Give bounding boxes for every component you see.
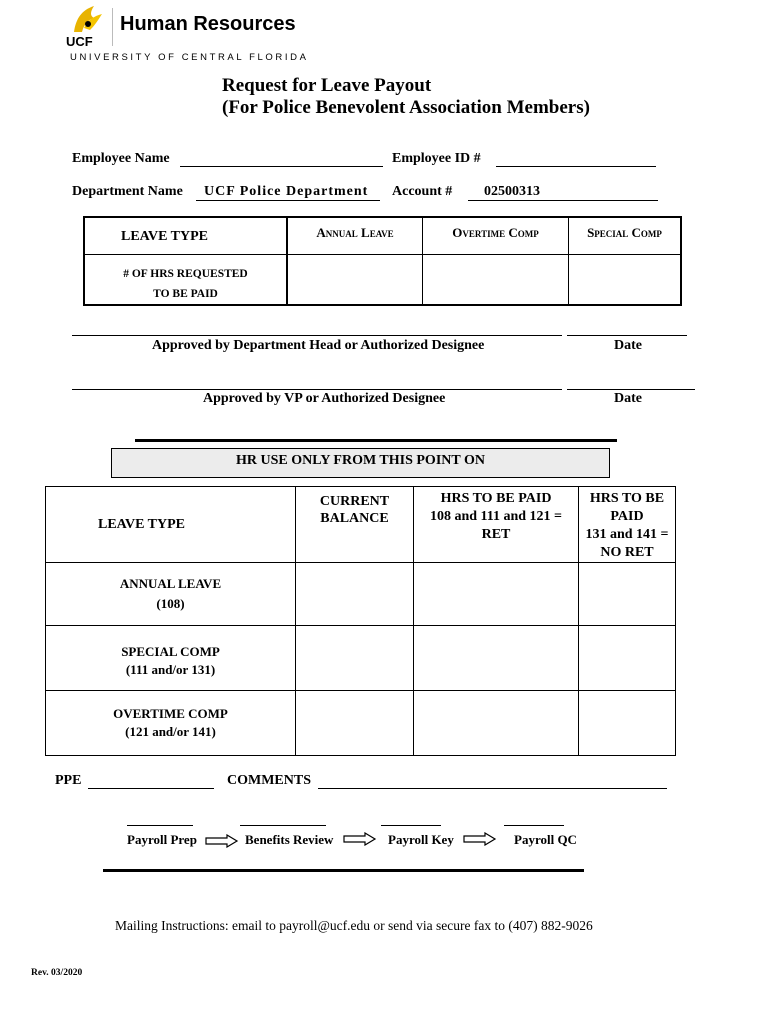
overtime-comp-header-text: Overtime Comp: [452, 225, 539, 240]
header-department: Human Resources: [120, 13, 296, 35]
noret-header-line3: NO RET: [600, 545, 654, 560]
hrs-requested-line2: TO BE PAID: [153, 287, 218, 300]
arrow-right-icon: [463, 832, 497, 846]
dept-head-date-line[interactable]: [567, 322, 687, 336]
overtime-ret-cell[interactable]: [414, 691, 579, 756]
leave-type-header: [84, 217, 287, 254]
annual-leave-header-text: Annual Leave: [316, 225, 394, 240]
annual-leave-hours-cell[interactable]: [287, 254, 423, 305]
hr-row-label-line2: (121 and/or 141): [125, 724, 216, 739]
account-value[interactable]: 02500313: [468, 184, 658, 201]
annual-leave-header: [287, 217, 423, 254]
comments-label: COMMENTS: [227, 773, 311, 788]
current-balance-header: [296, 487, 414, 563]
vp-date-line[interactable]: [567, 376, 695, 390]
hr-use-banner: [111, 448, 610, 478]
overtime-noret-cell[interactable]: [579, 691, 676, 756]
ret-header-line1: HRS TO BE PAID: [440, 491, 552, 506]
hr-row-label-line1: SPECIAL COMP: [121, 644, 220, 659]
current-balance-line2: BALANCE: [320, 511, 389, 526]
account-label: Account #: [392, 184, 453, 199]
logo-text: UCF: [66, 34, 93, 49]
arrow-right-icon: [343, 832, 377, 846]
ucf-logo: [66, 4, 110, 48]
special-current-balance-cell[interactable]: [296, 626, 414, 691]
table-row: [46, 626, 676, 691]
revision-date: Rev. 03/2020: [31, 968, 83, 978]
noret-header-line1: HRS TO BE PAID: [589, 491, 665, 524]
annual-ret-cell[interactable]: [414, 563, 579, 626]
hr-row-label-line1: OVERTIME COMP: [113, 706, 228, 721]
hr-row-label-line2: (108): [156, 596, 185, 611]
annual-current-balance-cell[interactable]: [296, 563, 414, 626]
header-university: UNIVERSITY OF CENTRAL FLORIDA: [70, 52, 309, 63]
comments-field[interactable]: [318, 773, 667, 789]
table-row: [46, 691, 676, 756]
employee-name-field[interactable]: [180, 151, 383, 167]
employee-id-field[interactable]: [496, 151, 656, 167]
hr-row-label: [46, 691, 296, 756]
special-comp-hours-cell[interactable]: [569, 254, 682, 305]
hr-leave-table: [45, 486, 676, 756]
workflow-step: Payroll QC: [514, 832, 577, 847]
hrs-requested-line1: # OF HRS REQUESTED: [123, 267, 248, 280]
workflow-step: Benefits Review: [245, 832, 334, 847]
noret-header: [579, 487, 676, 563]
annual-noret-cell[interactable]: [579, 563, 676, 626]
current-balance-line1: CURRENT: [319, 494, 390, 509]
department-name-label: Department Name: [72, 184, 183, 199]
dept-head-signature-line[interactable]: [72, 322, 562, 336]
overtime-current-balance-cell[interactable]: [296, 691, 414, 756]
special-noret-cell[interactable]: [579, 626, 676, 691]
dept-head-approval-label: Approved by Department Head or Authorized Designee: [152, 338, 485, 353]
benefits-review-initial-line[interactable]: [240, 815, 326, 826]
footer-divider: [103, 869, 584, 872]
hr-leave-type-header: [46, 487, 296, 563]
arrow-right-icon: [205, 834, 239, 848]
table-row: [46, 563, 676, 626]
pegasus-icon: [68, 4, 104, 34]
ret-header-line2: 108 and 111 and 121 =: [429, 509, 563, 524]
leave-request-table: [83, 216, 682, 306]
special-comp-header: [569, 217, 682, 254]
hr-row-label-line1: ANNUAL LEAVE: [119, 576, 222, 591]
logo-divider: [112, 8, 113, 46]
hrs-requested-label: [84, 254, 287, 305]
workflow-step: Payroll Prep: [127, 832, 197, 847]
payroll-prep-initial-line[interactable]: [127, 815, 193, 826]
special-comp-header-text: Special Comp: [587, 225, 662, 240]
payroll-key-initial-line[interactable]: [381, 815, 441, 826]
employee-name-label: Employee Name: [72, 151, 170, 166]
overtime-comp-header: [423, 217, 569, 254]
employee-id-label: Employee ID #: [392, 151, 481, 166]
hr-row-label-line2: (111 and/or 131): [125, 662, 216, 677]
workflow-step: Payroll Key: [388, 832, 454, 847]
overtime-comp-hours-cell[interactable]: [423, 254, 569, 305]
leave-type-header-text: LEAVE TYPE: [121, 228, 209, 244]
hr-leave-type-header-text: LEAVE TYPE: [98, 516, 186, 532]
form-title: Request for Leave Payout: [222, 75, 432, 96]
ret-header: [414, 487, 579, 563]
ppe-label: PPE: [55, 773, 82, 788]
hr-use-banner-text: HR USE ONLY FROM THIS POINT ON: [236, 453, 485, 468]
dept-head-date-label: Date: [614, 338, 642, 353]
ret-header-line3: RET: [481, 527, 511, 542]
vp-signature-line[interactable]: [72, 376, 562, 390]
mailing-instructions: Mailing Instructions: email to payroll@ucf.edu or send via secure fax to (407) 882-9026: [115, 918, 593, 933]
vp-date-label: Date: [614, 391, 642, 406]
ppe-field[interactable]: [88, 773, 214, 789]
payroll-qc-initial-line[interactable]: [504, 815, 564, 826]
vp-approval-label: Approved by VP or Authorized Designee: [203, 391, 446, 406]
hr-row-label: [46, 626, 296, 691]
form-subtitle: (For Police Benevolent Association Members): [222, 97, 590, 118]
section-divider: [135, 439, 617, 442]
noret-header-line2: 131 and 141 =: [585, 527, 669, 542]
department-name-value[interactable]: UCF Police Department: [196, 184, 380, 201]
special-ret-cell[interactable]: [414, 626, 579, 691]
hr-row-label: [46, 563, 296, 626]
